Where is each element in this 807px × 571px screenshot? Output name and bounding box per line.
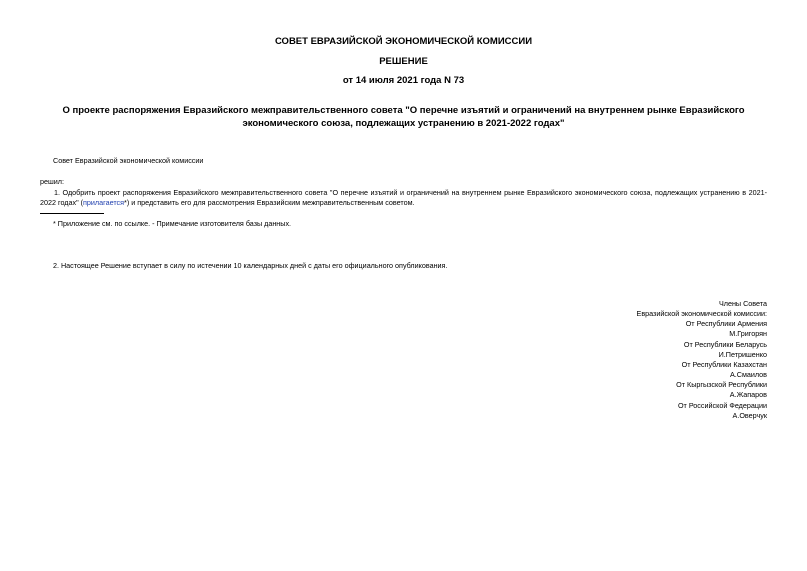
point-1-text-before: 1. Одобрить проект распоряжения Евразийского межправительственного совета "О перечне изъятий и ограничений на внутреннем рынке Евразийского экономического союза, подлежащих устранению в 2021-2022 годах" ( [40,188,767,207]
signature-line: А.Смаилов [729,370,767,380]
point-1-text-after: *) и представить его для рассмотрения Евразийским межправительственным советом. [124,198,415,207]
attachment-link[interactable]: прилагается [83,198,125,207]
signature-line: Евразийской экономической комиссии: [636,309,767,319]
signature-line: М.Григорян [729,329,767,339]
footnote-text: * Приложение см. по ссылке. - Примечание изготовителя базы данных. [53,219,292,228]
document-date: от 14 июля 2021 года N 73 [342,75,465,86]
document-subject: О проекте распоряжения Евразийского межправительственного совета "О перечне изъятий и ограничений на внутреннем рынке Евразийского экономического союза, подлежащих устранению в 2021-2022 годах" [62,105,745,129]
signature-line: От Республики Армения [685,319,767,329]
footnote-divider [40,213,104,214]
signature-line: От Российской Федерации [677,400,767,410]
signature-line: И.Петришенко [718,349,767,359]
preamble-text: Совет Евразийской экономической комиссии [53,156,204,165]
signature-line: От Кыргызской Республики [676,380,767,390]
organization-title: СОВЕТ ЕВРАЗИЙСКОЙ ЭКОНОМИЧЕСКОЙ КОМИССИИ [274,36,533,47]
signature-line: А.Жапаров [729,390,767,400]
signature-line: От Республики Беларусь [683,339,767,349]
point-1-paragraph [40,188,767,208]
signature-line: А.Оверчук [732,410,767,420]
point-2-paragraph: 2. Настоящее Решение вступает в силу по истечении 10 календарных дней с даты его официального опубликования. [53,261,448,270]
signature-line: Члены Совета [718,299,767,308]
signature-line: От Республики Казахстан [681,359,767,369]
signature-block [637,299,767,421]
decided-label: решил: [40,177,64,186]
document-type: РЕШЕНИЕ [379,56,428,67]
